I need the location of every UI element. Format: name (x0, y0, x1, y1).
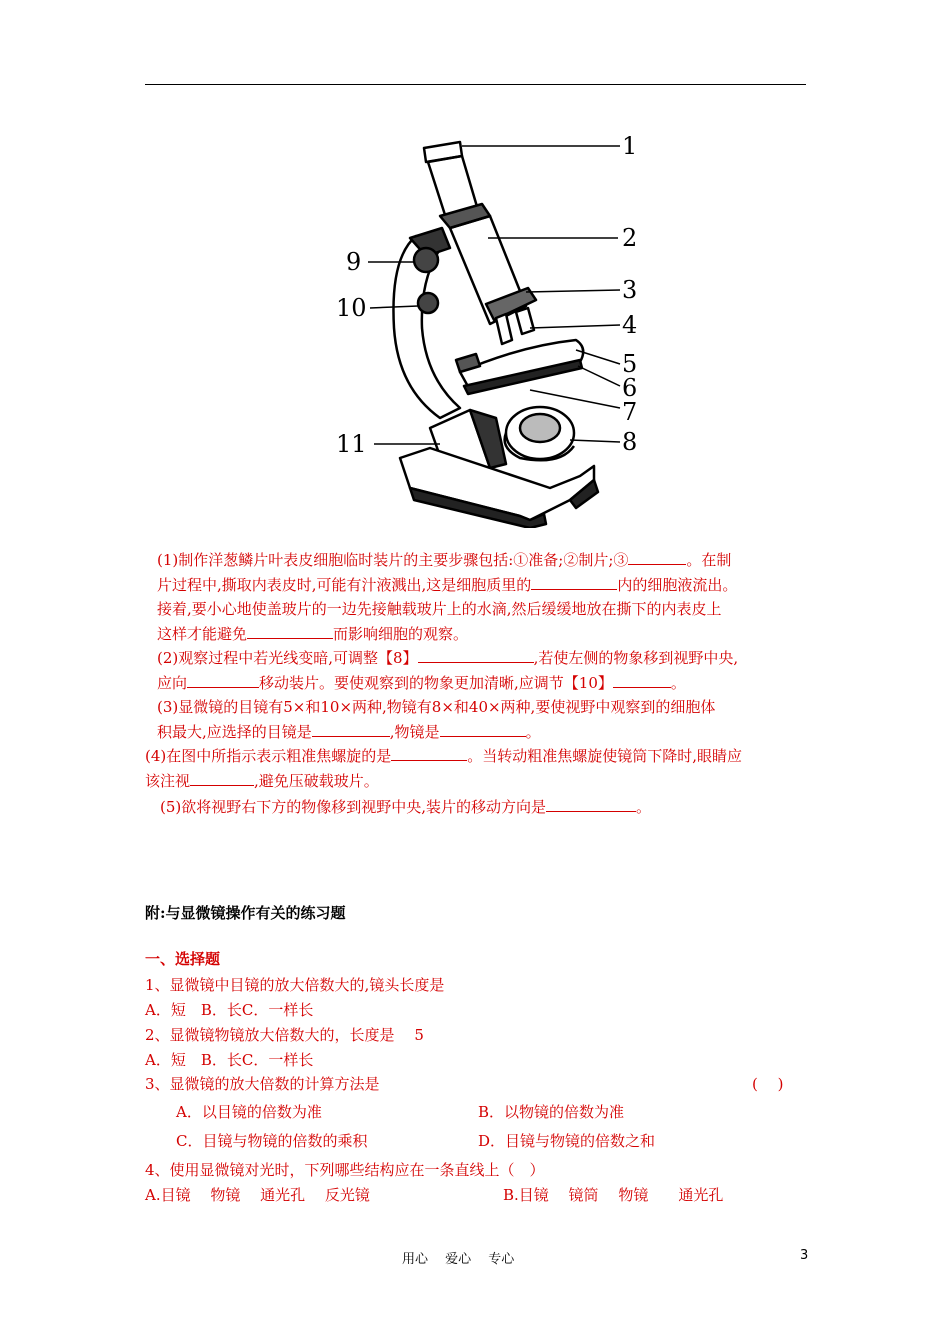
answer-blank[interactable] (187, 673, 259, 688)
figure-label-9: 9 (346, 248, 362, 276)
mc-question-3: 3、显微镜的放大倍数的计算方法是 (145, 1075, 380, 1093)
answer-blank[interactable] (531, 575, 617, 590)
answer-parenthesis: ( ) (752, 1075, 784, 1093)
figure-label-8: 8 (622, 428, 638, 456)
answer-blank[interactable] (613, 673, 671, 688)
answer-blank[interactable] (546, 797, 636, 812)
header-rule (145, 84, 806, 85)
question-4: (4)在图中所指示表示粗准焦螺旋的是 。当转动粗准焦螺旋使镜筒下降时,眼睛应 该注视 ,避免压破载玻片。 (145, 747, 743, 790)
answer-blank[interactable] (391, 746, 467, 761)
answer-blank[interactable] (312, 722, 390, 737)
figure-label-11: 11 (336, 430, 367, 458)
figure-label-2: 2 (622, 224, 638, 252)
figure-label-1: 1 (622, 132, 638, 160)
mc-question-4: 4、使用显微镜对光时，下列哪些结构应在一条直线上（ ） (145, 1161, 545, 1179)
mc-question-4-option-a: A.目镜 物镜 通光孔 反光镜 (145, 1186, 370, 1204)
question-3: (3)显微镜的目镜有5×和10×两种,物镜有8×和40×两种,要使视野中观察到的细胞体 积最大,应选择的目镜是 ,物镜是 。 (157, 698, 716, 741)
figure-label-10: 10 (336, 294, 367, 322)
question-2: (2)观察过程中若光线变暗,可调整【8】 ,若使左侧的物象移到视野中央, 应向 移动装片。要使观察到的物象更加清晰,应调节【10】 。 (157, 649, 739, 692)
figure-label-4: 4 (622, 311, 638, 339)
mc-question-3-option-a: A．以目镜的倍数为准 (176, 1103, 322, 1121)
figure-label-5: 5 (622, 350, 638, 378)
section-title: 一、选择题 (145, 950, 221, 968)
figure-label-7: 7 (622, 398, 638, 426)
question-5: (5)欲将视野右下方的物像移到视野中央,装片的移动方向是 。 (160, 798, 652, 816)
answer-blank[interactable] (628, 550, 686, 565)
appendix-title: 附:与显微镜操作有关的练习题 (145, 904, 346, 922)
mc-question-3-option-b: B．以物镜的倍数为准 (478, 1103, 625, 1121)
figure-label-6: 6 (622, 374, 638, 402)
question-1: (1)制作洋葱鳞片叶表皮细胞临时装片的主要步骤包括:①准备;②制片;③ 。在制 片过程中,撕取内表皮时,可能有汁液溅出,这是细胞质里的 内的细胞液流出。 接着,要小心地使盖玻片的一边先接触载玻片上的水滴,然后缓缓地放在撕下的内表皮上 这样才能避免 而影响细胞的观察。 (157, 551, 738, 643)
mc-question-4-option-b: B.目镜 镜筒 物镜 通光孔 (503, 1186, 724, 1204)
page-number: 3 (800, 1248, 809, 1263)
figure-label-3: 3 (622, 276, 638, 304)
mc-question-3-option-c: C．目镜与物镜的倍数的乘积 (176, 1132, 368, 1150)
mc-question-1-options: A．短 B．长C．一样长 (145, 1001, 314, 1019)
mc-question-2: 2、显微镜物镜放大倍数大的，长度是 5 (145, 1026, 424, 1044)
mc-question-1: 1、显微镜中目镜的放大倍数大的,镜头长度是 (145, 976, 445, 994)
mc-question-3-option-d: D．目镜与物镜的倍数之和 (478, 1132, 656, 1150)
mc-question-2-options: A．短 B．长C．一样长 (145, 1051, 314, 1069)
footer-slogan: 用心 爱心 专心 (402, 1252, 515, 1267)
answer-blank[interactable] (440, 722, 526, 737)
microscope-figure (330, 128, 650, 528)
answer-blank[interactable] (247, 624, 333, 639)
answer-blank[interactable] (190, 771, 254, 786)
answer-blank[interactable] (418, 648, 534, 663)
